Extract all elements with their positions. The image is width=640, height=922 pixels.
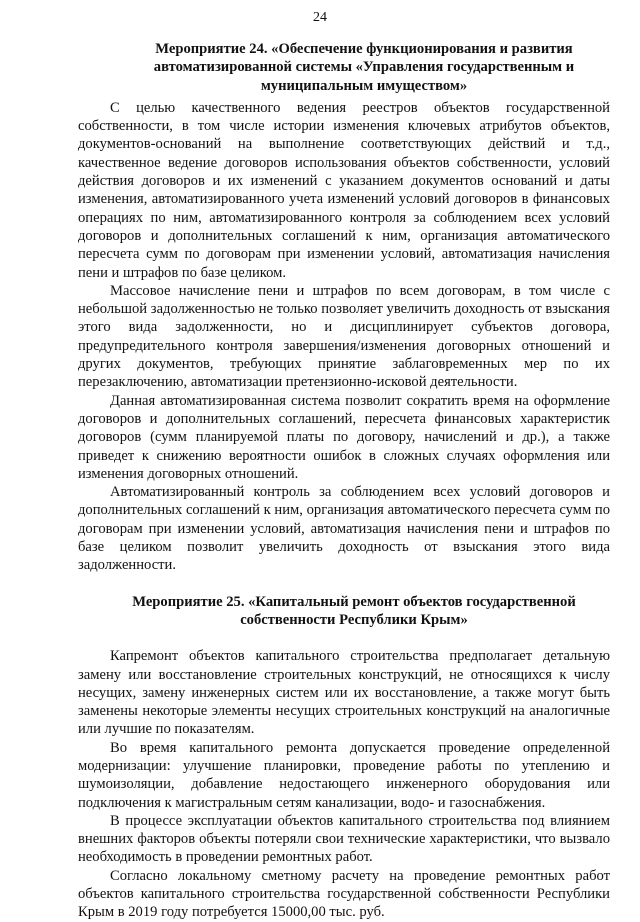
page-number: 24: [313, 10, 327, 25]
section-event-24: [78, 40, 610, 575]
section-heading: Мероприятие 25. «Капитальный ремонт объектов государственной собственности Республики Крым»: [132, 593, 576, 628]
paragraph: Согласно локальному сметному расчету на проведение ремонтных работ объектов капитального строительства государственной собственности Республики Крым в 2019 году потребуется 15000,00 тыс. руб.: [78, 867, 610, 921]
paragraph: Автоматизированный контроль за соблюдением всех условий договоров и дополнительных соглашений к ним, организация автоматического пересчета сумм по договорам при изменении условий, автоматизация начисления пени и штрафов по базе целиком позволит увеличить доходность от взыскания этого вида задолженности.: [78, 484, 610, 574]
section-event-25: [78, 593, 610, 922]
paragraph: В процессе эксплуатации объектов капитального строительства под влиянием внешних факторов объекты потеряли свои технические характеристики, что вызвало необходимость в проведении ремонтных работ.: [78, 812, 610, 866]
paragraph: Массовое начисление пени и штрафов по всем договорам, в том числе с небольшой задолженностью не только позволяет увеличить доходность от взыскания этого вида задолженности, но и дисциплинирует субъектов договора, предупредительного контроля завершения/изменения договорных отношений и других документов, требующих принятие заблаговременных мер по их перезаключению, автоматизации претензионно-исковой деятельности.: [78, 282, 610, 391]
paragraph: Во время капитального ремонта допускается проведение определенной модернизации: улучшение планировки, проведение работы по утеплению и шумоизоляции, добавление недостающего инженерного оборудования или подключения к магистральным сетям канализации, водо- и газоснабжения.: [78, 739, 610, 811]
paragraph: С целью качественного ведения реестров объектов государственной собственности, в том числе истории изменения ключевых атрибутов объектов, документов-оснований на выполнение соответствующих действий и т.д., качественное ведение договоров использования объектов собственности, условий действия договоров и их изменений с указанием документов оснований и даты изменения, автоматизированного учета изменений условий договоров в финансовых операциях по ним, автоматизированного контроля за соблюдением всех условий договоров и дополнительных соглашений к ним, организация автоматического пересчета сумм по договорам при изменении условий, автоматизация начисления пени и штрафов по базе целиком.: [78, 99, 610, 281]
section-heading: Мероприятие 24. «Обеспечение функционирования и развития автоматизированной системы «Управления государственным и муниципальным имуществом»: [153, 41, 575, 94]
page-content: [78, 40, 610, 922]
paragraph: Капремонт объектов капитального строительства предполагает детальную замену или восстановление строительных конструкций, не относящихся к числу несущих, замену инженерных систем или их восстановление, а также могут быть заменены некоторые элементы несущих строительных конструкций на аналогичные или лучшие по показателям.: [78, 648, 610, 738]
paragraph: Данная автоматизированная система позволит сократить время на оформление договоров и дополнительных соглашений, пересчета финансовых характеристик договоров (сумм планируемой платы по договору, начислений и др.), а также приведет к снижению вероятности ошибок в сложных случаях оформления или изменения договорных отношений.: [78, 392, 610, 482]
